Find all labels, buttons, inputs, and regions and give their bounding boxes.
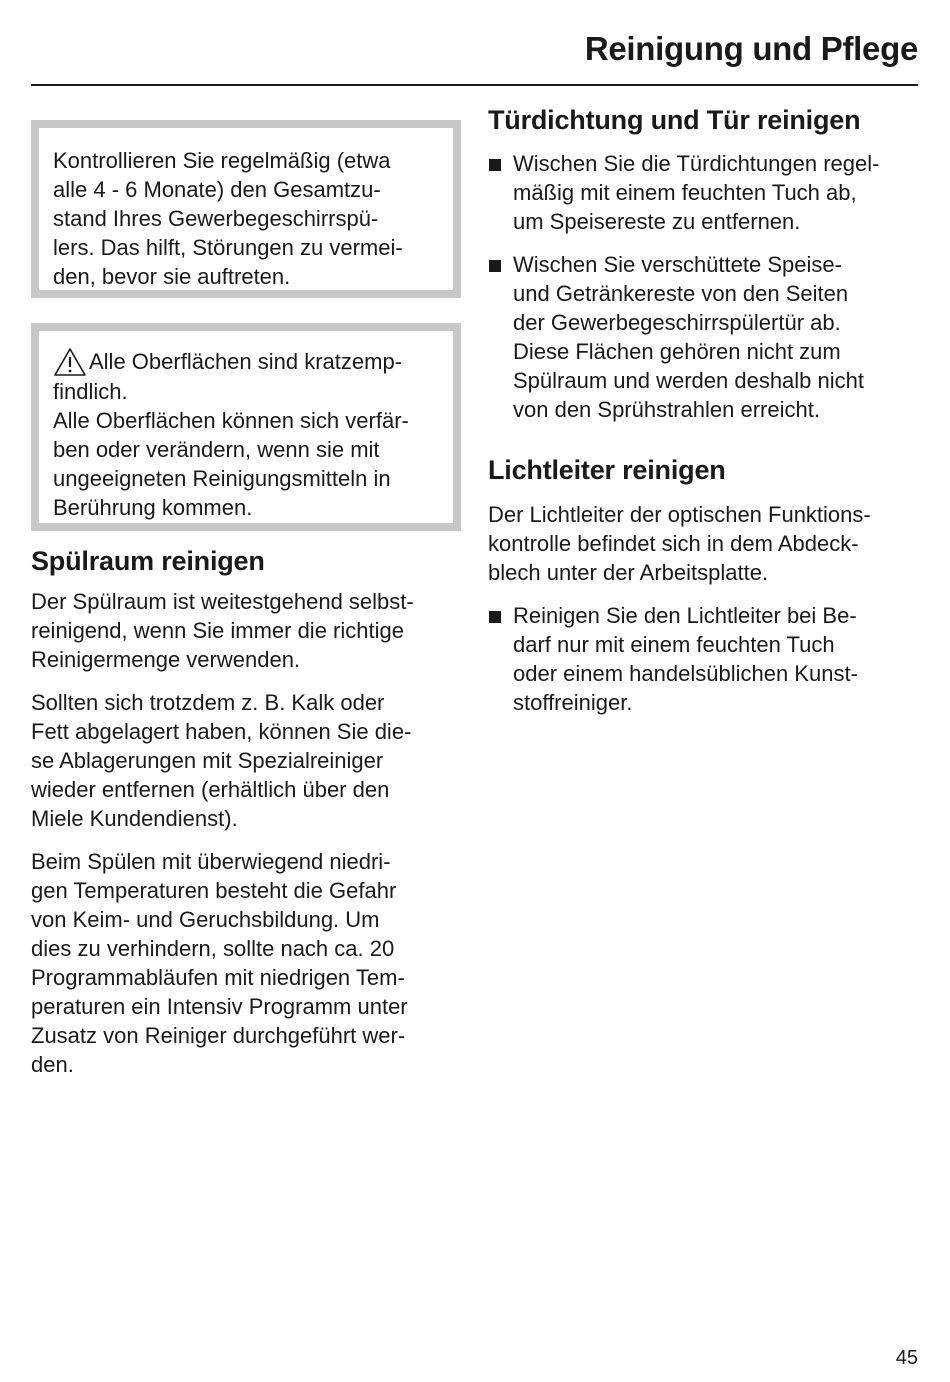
bullet-list [488,601,920,717]
bullet-list [488,149,920,424]
warning-triangle-icon [53,347,87,377]
list-item: Wischen Sie die Türdichtungen regel- mäßig mit einem feuchten Tuch ab, um Speisereste zu entfernen. [488,149,920,236]
bullet-square-icon [489,159,501,171]
info-box [31,120,461,298]
bullet-square-icon [489,611,501,623]
page-number: 45 [895,1347,918,1369]
section-heading-lichtleiter: Lichtleiter reinigen [488,455,726,485]
list-item: Reinigen Sie den Lichtleiter bei Be- darf nur mit einem feuchten Tuch oder einem handelsüblichen Kunst- stoffreiniger. [488,601,920,717]
list-item: Wischen Sie verschüttete Speise- und Getränkereste von den Seiten der Gewerbegeschirrspülertür ab. Diese Flächen gehören nicht zum Spülraum und werden deshalb nicht von den Sprühstrahlen erreicht. [488,250,920,424]
section-heading-tuerdichtung: Türdichtung und Tür reinigen [488,105,861,135]
info-box-text: Kontrollieren Sie regelmäßig (etwa alle 4 - 6 Monate) den Gesamtzu- stand Ihres Gewerbegeschirrspü- lers. Das hilft, Störungen zu vermei- den, bevor sie auftreten. [53,148,403,289]
section-heading-spuelraum: Spülraum reinigen [31,546,265,576]
bullet-square-icon [489,260,501,272]
paragraph: Beim Spülen mit überwiegend niedri- gen Temperaturen besteht die Gefahr von Keim- und Geruchsbildung. Um dies zu verhindern, sollte nach ca. 20 Programmabläufen mit niedrigen Tem- peraturen ein Intensiv Programm unter Zusatz von Reiniger durchgeführt wer- den. [31,849,408,1077]
paragraph: Der Lichtleiter der optischen Funktions- kontrolle befindet sich in dem Abdeck- blech unter der Arbeitsplatte. [488,502,871,585]
title-divider [31,84,918,86]
paragraph: Sollten sich trotzdem z. B. Kalk oder Fett abgelagert haben, können Sie die- se Ablagerungen mit Spezialreiniger wieder entfernen (erhältlich über den Miele Kundendienst). [31,690,412,831]
paragraph: Der Spülraum ist weitestgehend selbst- reinigend, wenn Sie immer die richtige Reinigermenge verwenden. [31,589,414,672]
warning-first-line: Alle Oberflächen sind kratzemp- [53,347,439,377]
left-column [31,120,461,1093]
right-column [488,104,920,731]
warning-box [31,323,461,531]
warning-text: findlich. Alle Oberflächen können sich verfär- ben oder verändern, wenn sie mit ungeeigneten Reinigungsmitteln in Berührung kommen. [53,379,409,520]
page-title: Reinigung und Pflege [584,30,918,67]
